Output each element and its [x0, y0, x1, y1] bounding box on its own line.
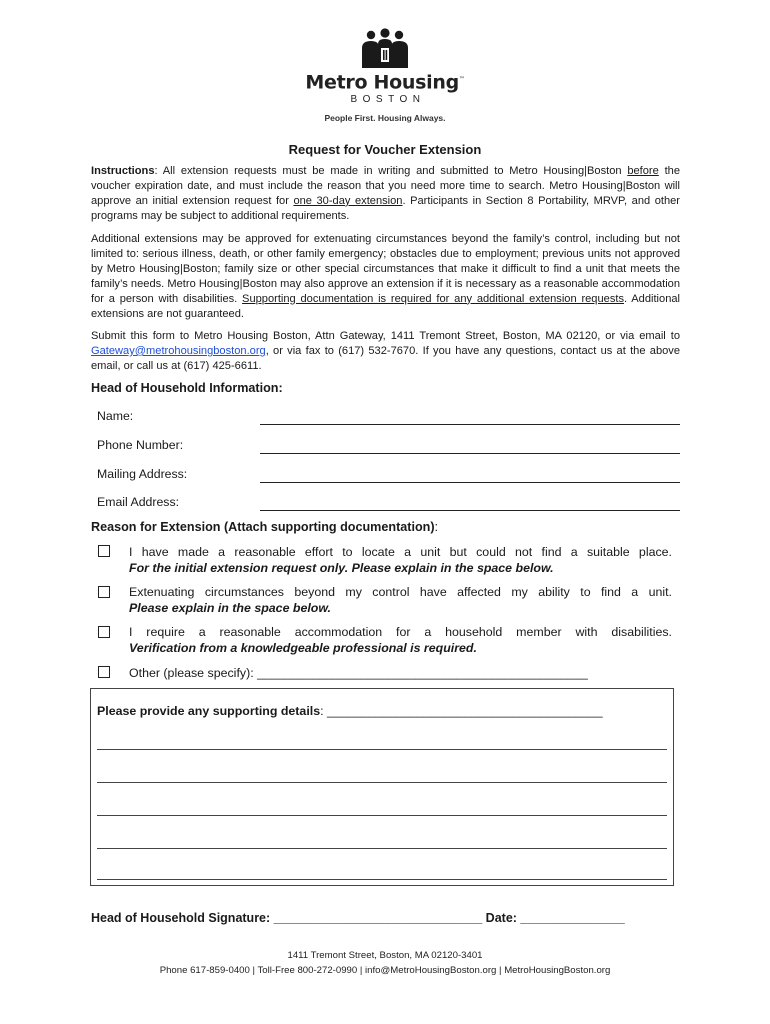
- gateway-email-link[interactable]: Gateway@metrohousingboston.org: [91, 344, 266, 357]
- signature-date-line[interactable]: Head of Household Signature: ______________________________ Date: _______________: [91, 911, 625, 925]
- reason-option-reasonable-effort: I have made a reasonable effort to locate a unit but could not find a suitable place. For the initial extension request only. Please explain in the space below.: [129, 545, 672, 576]
- logo-city-text: BOSTON: [350, 94, 426, 106]
- mailing-address-field[interactable]: [260, 482, 680, 483]
- instructions-label: Instructions: [91, 165, 155, 177]
- additional-extensions-paragraph: Additional extensions may be approved for extenuating circumstances beyond the family’s control, including but not limited to: serious illness, death, or other family emergency; obstacles due to employment; previous units not approved by Metro Housing|Boston; family size or other special circumstances that make it difficult to find a unit that meets the family’s needs. Metro Housing|Boston may also approve an extension if it is necessary as a reasonable accommodation for a person with disabilities. Supporting documentation is required for any additional extension requests. Additional extensions are not guaranteed.: [91, 233, 680, 320]
- details-line[interactable]: [97, 815, 667, 816]
- family-logo-icon: [357, 28, 413, 68]
- metro-housing-logo: [300, 28, 470, 123]
- footer-address: 1411 Tremont Street, Boston, MA 02120-3401: [287, 950, 483, 961]
- reason-checkbox-other[interactable]: [98, 666, 110, 678]
- reason-option-extenuating: Extenuating circumstances beyond my control have affected my ability to find a unit. Please explain in the space below.: [129, 585, 672, 616]
- reason-checkbox-reasonable-effort[interactable]: [98, 545, 110, 557]
- reason-checkbox-extenuating[interactable]: [98, 586, 110, 598]
- email-address-field[interactable]: [260, 510, 680, 511]
- logo-tagline: People First. Housing Always.: [324, 113, 446, 124]
- name-field[interactable]: [260, 424, 680, 425]
- details-line[interactable]: [97, 749, 667, 750]
- reason-checkbox-accommodation[interactable]: [98, 626, 110, 638]
- mailing-address-label: Mailing Address:: [97, 467, 188, 481]
- reason-option-accommodation: I require a reasonable accommodation for a household member with disabilities. Verification from a knowledgeable professional is required.: [129, 625, 672, 656]
- name-label: Name:: [97, 409, 134, 423]
- head-of-household-heading: Head of Household Information:: [91, 381, 283, 395]
- footer-contact: Phone 617-859-0400 | Toll-Free 800-272-0990 | info@MetroHousingBoston.org | MetroHousingBoston.org: [159, 965, 611, 976]
- details-line[interactable]: [97, 848, 667, 849]
- phone-label: Phone Number:: [97, 438, 184, 452]
- phone-field[interactable]: [260, 453, 680, 454]
- supporting-details-label: Please provide any supporting details: ________________________________________: [97, 704, 603, 718]
- details-line[interactable]: [97, 879, 667, 880]
- submission-paragraph: Submit this form to Metro Housing Boston, Attn Gateway, 1411 Tremont Street, Boston, MA 02120, or via email to Gateway@metrohousingboston.org, or via fax to (617) 532-7670. If you have any questions, contact us at the above email, or call us at (617) 425-6611.: [91, 330, 680, 372]
- reason-option-other: Other (please specify): ________________________________________________: [129, 666, 588, 680]
- email-address-label: Email Address:: [97, 495, 180, 509]
- instructions-paragraph: Instructions: All extension requests must be made in writing and submitted to Metro Housing|Boston before the voucher expiration date, and must include the reason that you need more time to search. Metro Housing|Boston will approve an initial extension request for one 30-day extension. Participants in Section 8 Portability, MRVP, and other programs may be subject to additional requirements.: [91, 165, 680, 222]
- details-line[interactable]: [97, 782, 667, 783]
- reason-heading: Reason for Extension (Attach supporting documentation):: [91, 520, 439, 534]
- form-title: Request for Voucher Extension: [288, 142, 482, 157]
- logo-brand-text: Metro Housing™: [305, 71, 465, 94]
